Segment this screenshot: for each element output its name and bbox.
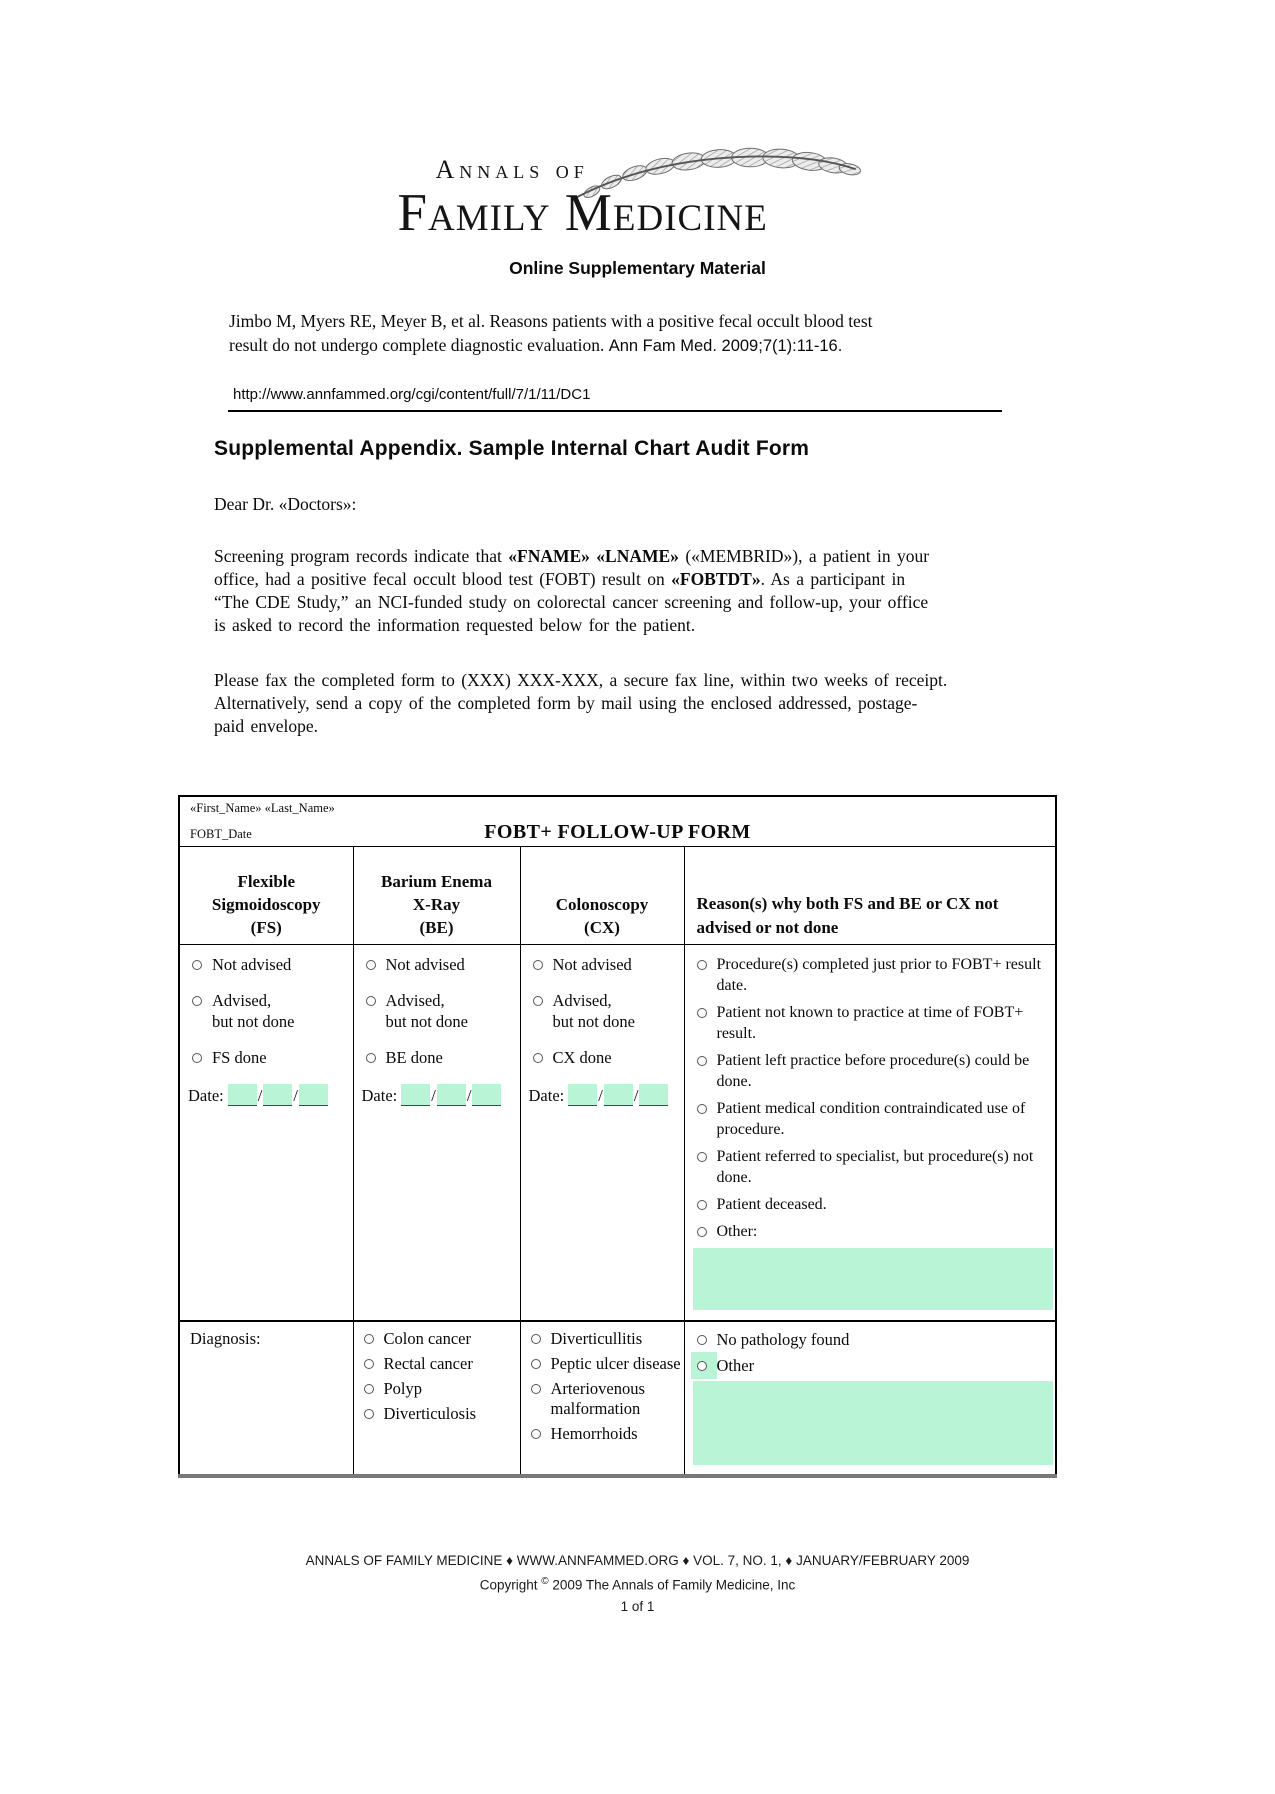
option-label-line2: but not done (385, 1012, 468, 1031)
date-blank-year[interactable] (639, 1084, 668, 1106)
diagnosis-option-label: Peptic ulcer disease (550, 1354, 681, 1373)
date-field-fs (188, 1084, 353, 1106)
diagnosis-option-label: Hemorrhoids (550, 1424, 638, 1443)
reason-other-input[interactable] (693, 1248, 1054, 1310)
intro-line1 (214, 545, 1024, 568)
reason-label: Patient not known to practice at time of FOBT+ result. (716, 1004, 1024, 1042)
form-title-cell (179, 796, 1056, 847)
fax-line2: Alternatively, send a copy of the completed form by mail using the enclosed addressed, postage- (214, 693, 918, 713)
merge-field-date: «FOBTDT» (671, 569, 761, 589)
option-label: Not advised (212, 955, 292, 974)
intro-paragraph (214, 545, 1024, 637)
reason-item (691, 1098, 1048, 1140)
citation (229, 309, 1275, 358)
online-supplementary-label: Online Supplementary Material (509, 258, 766, 278)
option-fs-not-advised (192, 954, 349, 975)
reason-item (691, 954, 1048, 996)
radio-icon[interactable] (531, 1359, 541, 1369)
diagnosis-other-cell (684, 1321, 1056, 1476)
slash-separator: / (598, 1086, 603, 1105)
date-label: Date: (188, 1086, 224, 1105)
header-line: Barium Enema (381, 872, 492, 891)
footer-copyright (0, 1571, 1275, 1596)
radio-icon[interactable] (533, 1053, 543, 1063)
diagnosis-option (531, 1379, 682, 1419)
option-label-line1: Advised, (212, 991, 272, 1010)
slash-separator: / (633, 1086, 639, 1105)
radio-icon[interactable] (697, 960, 707, 970)
page-footer (0, 1550, 1275, 1617)
diagnosis-option (531, 1424, 682, 1444)
option-label: CX done (552, 1048, 612, 1067)
copyright-text: 2009 The Annals of Family Medicine, Inc (548, 1577, 796, 1593)
date-blank-month[interactable] (568, 1084, 597, 1106)
date-blank-month[interactable] (401, 1084, 430, 1106)
diagnosis-option (531, 1329, 682, 1349)
date-blank-day[interactable] (263, 1084, 292, 1106)
radio-icon[interactable] (697, 1104, 707, 1114)
reason-item (691, 1194, 1048, 1215)
option-label-line2: but not done (552, 1012, 635, 1031)
option-label: Not advised (552, 955, 632, 974)
footer-page-number: 1 of 1 (620, 1598, 655, 1614)
header-line: X-Ray (412, 895, 461, 914)
option-label (386, 990, 469, 1032)
radio-icon[interactable] (697, 1200, 707, 1210)
diagnosis-option (691, 1329, 1048, 1350)
appendix-heading: Supplemental Appendix. Sample Internal Chart Audit Form (214, 437, 810, 460)
slash-separator: / (257, 1086, 263, 1105)
intro-text: Screening program records indicate that (214, 546, 509, 566)
logo-text-family: Family Medicine (397, 184, 768, 242)
annals-logo (398, 145, 878, 245)
radio-icon[interactable] (533, 960, 543, 970)
fax-line3: paid envelope. (214, 716, 319, 736)
diagnosis-option-label: Diverticulosis (383, 1404, 477, 1423)
citation-line2-serif: result do not undergo complete diagnostic evaluation. (229, 335, 609, 355)
option-label-line1: Advised, (552, 991, 612, 1010)
citation-line1: Jimbo M, Myers RE, Meyer B, et al. Reasons patients with a positive fecal occult blood test (229, 311, 873, 331)
option-label: BE done (385, 1048, 443, 1067)
reason-label: Procedure(s) completed just prior to FOBT+ result date. (716, 956, 1042, 994)
intro-line4: is asked to record the information requested below for the patient. (214, 615, 696, 635)
form-title: FOBT+ FOLLOW-UP FORM (484, 821, 751, 843)
radio-icon[interactable] (697, 1152, 707, 1162)
column-header-row (179, 847, 1056, 945)
radio-icon[interactable] (697, 1056, 707, 1066)
header-line: (FS) (250, 918, 282, 937)
date-label: Date: (361, 1086, 398, 1105)
diagnosis-option-label: Polyp (383, 1379, 423, 1398)
header-line: (CX) (584, 918, 620, 937)
option-label: FS done (212, 1048, 267, 1067)
intro-text: office, had a positive fecal occult blood test (FOBT) result on (214, 569, 672, 589)
salutation: Dear Dr. «Doctors»: (214, 494, 357, 514)
option-label: Not advised (385, 955, 465, 974)
diagnosis-option-label: Arteriovenous malformation (550, 1379, 645, 1418)
option-fs-advised (192, 990, 349, 1032)
diagnosis-other-input[interactable] (693, 1381, 1054, 1465)
date-field-be (362, 1084, 520, 1106)
option-label-line1: Advised, (385, 991, 445, 1010)
slash-separator: / (431, 1086, 436, 1105)
option-label-line2: but not done (212, 1012, 295, 1031)
reason-item (691, 1002, 1048, 1044)
reason-label: Patient medical condition contraindicated use of procedure. (716, 1100, 1026, 1138)
document-page (0, 145, 1275, 1794)
diagnosis-option-label: Other (716, 1356, 755, 1375)
citation-url: http://www.annfammed.org/cgi/content/full/7/1/11/DC1 (233, 386, 591, 403)
date-field-cx (529, 1084, 684, 1106)
radio-icon[interactable] (192, 960, 202, 970)
diagnosis-option (364, 1404, 518, 1424)
diagnosis-option (364, 1354, 518, 1374)
diagnosis-option-label: Rectal cancer (383, 1354, 473, 1373)
reason-label: Patient referred to specialist, but procedure(s) not done. (716, 1148, 1034, 1186)
radio-icon[interactable] (531, 1384, 541, 1394)
citation-line2 (229, 333, 1275, 358)
radio-icon[interactable] (364, 1334, 374, 1344)
diagnosis-option-label: Diverticullitis (550, 1329, 643, 1348)
option-be-done (366, 1047, 516, 1068)
radio-icon[interactable] (364, 1384, 374, 1394)
slash-separator: / (293, 1086, 298, 1105)
radio-icon[interactable] (531, 1429, 541, 1439)
diagnosis-cx-cell (520, 1321, 684, 1476)
radio-icon[interactable] (697, 1008, 707, 1018)
date-label: Date: (528, 1086, 565, 1105)
radio-icon[interactable] (697, 1335, 707, 1345)
fax-line1: Please fax the completed form to (XXX) XXX-XXX, a secure fax line, within two weeks of receipt. (214, 670, 948, 690)
logo-text-annals: Annals of (435, 155, 589, 184)
reason-label: Other: (716, 1223, 758, 1240)
reason-label: Patient deceased. (716, 1196, 827, 1213)
reason-item (691, 1146, 1048, 1188)
option-label (553, 990, 636, 1032)
citation-journal: Ann Fam Med. 2009;7(1):11-16. (608, 337, 843, 355)
date-blank-month[interactable] (228, 1084, 257, 1106)
diagnosis-be-cell (353, 1321, 520, 1476)
radio-highlight-wrap (691, 1352, 717, 1379)
patient-name-field: «First_Name» «Last_Name» (190, 801, 335, 815)
intro-text: («MEMBRID»), a patient in your (678, 546, 930, 566)
option-cx-advised (533, 990, 680, 1032)
column-header-cx (520, 847, 684, 945)
slash-separator: / (466, 1086, 472, 1105)
be-options-cell (353, 945, 520, 1322)
divider-rule (228, 410, 1002, 412)
option-fs-done (192, 1047, 349, 1068)
diagnosis-label: Diagnosis: (190, 1329, 261, 1348)
diagnosis-option-other (691, 1355, 1048, 1376)
column-header-be (353, 847, 520, 945)
radio-icon[interactable] (192, 1053, 202, 1063)
copyright-text: Copyright (479, 1577, 542, 1593)
option-cx-not-advised (533, 954, 680, 975)
diagnosis-option-label: Colon cancer (383, 1329, 472, 1348)
diagnosis-option (364, 1329, 518, 1349)
date-blank-day[interactable] (437, 1084, 466, 1106)
option-be-not-advised (366, 954, 516, 975)
fobt-date-field: FOBT_Date (190, 827, 252, 841)
header-line: Flexible (237, 872, 296, 891)
radio-icon[interactable] (533, 996, 543, 1006)
header-line: (BE) (419, 918, 454, 937)
chart-audit-form (178, 795, 1057, 1478)
diagnosis-option-label: No pathology found (716, 1330, 850, 1349)
reason-item (691, 1221, 1048, 1242)
column-header-reasons: Reason(s) why both FS and BE or CX not advised or not done (684, 847, 1056, 945)
radio-icon[interactable] (364, 1409, 374, 1419)
column-header-fs (179, 847, 353, 945)
radio-wrap (691, 1329, 717, 1350)
diagnosis-option (364, 1379, 518, 1399)
intro-line3: “The CDE Study,” an NCI-funded study on colorectal cancer screening and follow-up, your office (214, 592, 929, 612)
intro-line2 (214, 568, 1024, 591)
options-row (179, 945, 1056, 1322)
radio-icon[interactable] (364, 1359, 374, 1369)
reason-item (691, 1050, 1048, 1092)
radio-icon[interactable] (697, 1361, 707, 1371)
option-label (212, 990, 295, 1032)
diagnosis-label-cell (179, 1321, 353, 1476)
form-title-row (179, 796, 1056, 847)
header-line: Colonoscopy (555, 895, 649, 914)
merge-field-name: «FNAME» «LNAME» (508, 546, 679, 566)
radio-icon[interactable] (366, 960, 376, 970)
intro-text: . As a participant in (760, 569, 906, 589)
copyright-symbol: © (541, 1576, 549, 1587)
radio-icon[interactable] (366, 996, 376, 1006)
option-be-advised (366, 990, 516, 1032)
date-blank-day[interactable] (604, 1084, 633, 1106)
radio-icon[interactable] (697, 1227, 707, 1237)
option-cx-done (533, 1047, 680, 1068)
cx-options-cell (520, 945, 684, 1322)
diagnosis-row (179, 1321, 1056, 1476)
radio-icon[interactable] (531, 1334, 541, 1344)
footer-journal-line: ANNALS OF FAMILY MEDICINE ♦ WWW.ANNFAMMED.ORG ♦ VOL. 7, NO. 1, ♦ JANUARY/FEBRUARY 2009 (305, 1553, 970, 1568)
date-blank-year[interactable] (299, 1084, 328, 1106)
fax-paragraph (214, 669, 1024, 738)
date-blank-year[interactable] (472, 1084, 501, 1106)
reason-label: Patient left practice before procedure(s) could be done. (716, 1052, 1030, 1090)
header-line: Sigmoidoscopy (211, 895, 321, 914)
diagnosis-option (531, 1354, 682, 1374)
fs-options-cell (179, 945, 353, 1322)
radio-icon[interactable] (192, 996, 202, 1006)
radio-icon[interactable] (366, 1053, 376, 1063)
reasons-cell (684, 945, 1056, 1322)
